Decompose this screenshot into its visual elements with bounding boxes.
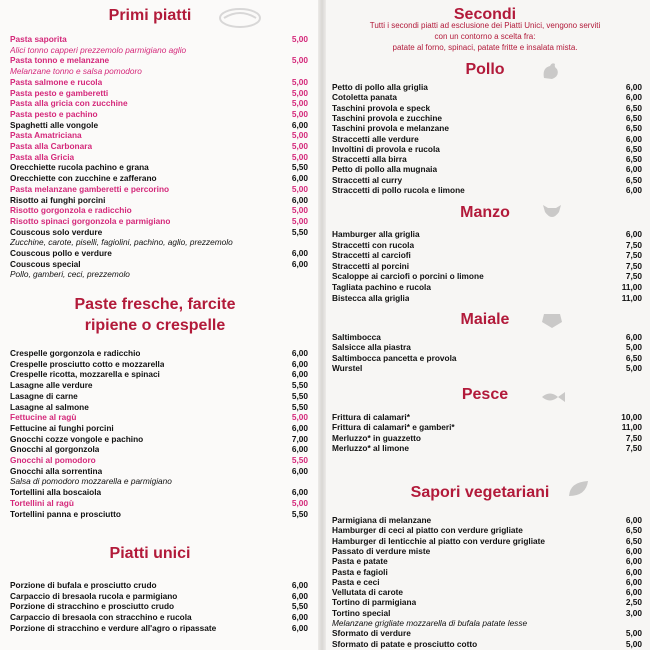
menu-item-name: Straccetti al carciofi [332,250,411,261]
menu-item-price: 5,00 [625,638,642,649]
pollo-title: Pollo [465,61,505,78]
menu-item-price: 7,50 [625,239,642,250]
menu-item-name: Gnocchi al gorgonzola [10,444,100,455]
menu-item [332,546,642,556]
menu-item-price: 5,00 [291,205,308,216]
vegetariani-title: Sapori vegetariani [410,484,550,501]
menu-item-name: Carpaccio di bresaola rucola e parmigiano [10,590,178,601]
menu-item-description [10,269,308,279]
menu-item-price: 6,50 [625,525,642,536]
menu-item [332,608,642,618]
menu-item-name: Alici tonno capperi prezzemolo parmigiano aglio [10,44,187,55]
menu-item [10,444,308,454]
menu-item-name: Involtini di provola e rucola [332,143,440,154]
menu-item [332,113,642,123]
menu-item-price: 2,50 [625,597,642,608]
menu-item [10,380,308,390]
menu-item-price: 6,00 [291,348,308,358]
menu-item [10,109,308,119]
menu-item-price: 6,00 [625,566,642,577]
menu-item-name: Orecchiette rucola pachino e grana [10,162,149,173]
menu-item-price: 5,00 [291,130,308,141]
menu-item-name: Crespelle ricotta, mozzarella e spinaci [10,369,160,380]
page-fold [318,0,326,650]
menu-item-description [10,45,308,55]
menu-item-price: 5,50 [291,162,308,173]
menu-item-name: Risotto gorgonzola e radicchio [10,205,132,216]
menu-item-name: Porzione di stracchino e prosciutto crudo [10,601,175,612]
menu-item [10,466,308,476]
menu-item [332,282,642,292]
menu-item-name: Fettucine ai funghi porcini [10,422,114,433]
menu-item-price: 5,00 [291,34,308,44]
menu-item [10,412,308,422]
menu-item-name: Tortellini alla boscaiola [10,487,102,498]
menu-item [332,261,642,271]
menu-item-price: 5,00 [291,183,308,194]
secondi-note-line: Tutti i secondi piatti ad esclusione dei Piatti Unici, vengono serviti [369,21,601,30]
menu-item [332,525,642,535]
menu-item-name: Fettucine al ragù [10,412,77,423]
menu-item [10,130,308,140]
menu-item-name: Parmigiana di melanzane [332,515,432,525]
menu-item [332,103,642,113]
menu-item [10,55,308,65]
menu-item-price: 7,50 [625,250,642,261]
menu-item-name: Merluzzo* in guazzetto [332,432,421,443]
menu-item [332,154,642,164]
menu-item-name: Straccetti al curry [332,174,403,185]
menu-item-price: 6,00 [291,422,308,433]
menu-item-name: Gnocchi alla sorrentina [10,465,103,476]
menu-item [332,422,642,432]
menu-item-price: 6,50 [625,102,642,113]
menu-item-name: Salsicce alla piastra [332,342,411,353]
menu-item [10,509,308,519]
menu-item-price: 6,00 [291,622,308,633]
menu-item-name: Straccetti di pollo rucola e limone [332,185,465,195]
menu-item-name: Petto di pollo alla mugnaia [332,164,438,175]
paste-title: Paste fresche, farcite ripiene o crespelle [74,296,236,334]
menu-item [332,433,642,443]
menu-item-price: 6,00 [291,369,308,380]
menu-item-price: 6,00 [625,82,642,92]
menu-item-price: 6,00 [625,556,642,567]
menu-item-price: 6,00 [291,487,308,498]
menu-item [332,639,642,649]
menu-item-price: 5,50 [291,390,308,401]
menu-item-name: Sformato di patate e prosciutto cotto [332,638,478,649]
menu-item-price: 5,00 [291,141,308,151]
menu-item-price: 6,00 [625,92,642,103]
menu-item-price: 6,00 [291,258,308,269]
menu-item-name: Tortellini al ragù [10,497,74,508]
menu-item-name: Taschini provola e melanzane [332,123,449,134]
menu-item-name: Pasta e fagioli [332,566,388,577]
menu-item-name: Couscous solo verdure [10,226,103,237]
menu-item-name: Pasta melanzane gamberetti e percorino [10,183,170,194]
menu-item [10,359,308,369]
menu-item-price: 5,00 [291,412,308,423]
menu-item-name: Couscous pollo e verdure [10,248,112,258]
menu-item-name: Hamburger di lenticchie al piatto con verdure grigliate [332,535,546,546]
menu-item-name: Pasta salmone e rucola [10,76,103,87]
menu-item-price: 5,00 [291,87,308,98]
menu-item [332,134,642,144]
menu-item-name: Lasagne alle verdure [10,380,93,391]
menu-item-price: 5,00 [291,215,308,226]
menu-item-name: Taschini provola e zucchine [332,112,443,123]
menu-item-price: 7,50 [625,260,642,271]
menu-item-name: Tagliata pachino e rucola [332,282,431,292]
menu-item [10,259,308,269]
menu-item-price: 5,00 [291,76,308,87]
menu-item-name: Zucchine, carote, piselli, fagiolini, pachino, aglio, prezzemolo [10,237,233,248]
menu-item-price: 6,50 [625,143,642,154]
menu-item-price: 5,50 [291,601,308,612]
menu-item-name: Pasta pesto e pachino [10,108,98,119]
menu-item [10,612,308,622]
menu-item-name: Couscous special [10,258,81,269]
menu-item-price: 6,50 [625,352,642,363]
primi-title: Primi piatti [108,7,192,24]
menu-item-name: Pasta alla gricia con zucchine [10,98,128,109]
menu-item-name: Tortino special [332,607,391,618]
menu-item-name: Risotto ai funghi porcini [10,194,106,205]
menu-item-price: 6,00 [625,515,642,525]
menu-item-name: Wurstel [332,362,363,373]
menu-item-name: Vellutata di carote [332,587,404,598]
menu-item-price: 11,00 [621,282,642,292]
menu-item-price: 5,50 [291,508,308,519]
secondi-title: Secondi [453,6,517,23]
menu-item-price: 6,00 [625,164,642,175]
menu-item [10,623,308,633]
menu-item-price: 5,00 [625,342,642,353]
menu-item-price: 3,00 [625,607,642,618]
secondi-note-line: con un contorno a scelta fra: [434,32,536,41]
menu-item [332,293,642,303]
menu-item-price: 6,00 [291,119,308,130]
menu-item-price: 5,00 [291,108,308,119]
menu-item [10,205,308,215]
chicken-icon [540,60,562,82]
menu-item [332,412,642,422]
menu-item [10,120,308,130]
menu-item-price: 6,00 [291,580,308,590]
menu-item-price: 6,00 [291,248,308,258]
cow-icon [540,200,564,222]
menu-item [332,536,642,546]
pesce-title: Pesce [461,386,509,403]
menu-item-name: Lasagne di carne [10,390,78,401]
menu-item-name: Pasta alla Carbonara [10,141,93,151]
menu-item [332,185,642,195]
menu-item-price: 5,50 [291,455,308,465]
menu-item-name: Pasta tonno e melanzane [10,55,110,66]
menu-item-name: Orecchiette con zucchine e zafferano [10,173,157,184]
menu-item [10,434,308,444]
menu-item [332,342,642,352]
menu-item-description [332,618,642,628]
menu-item [10,173,308,183]
menu-item-name: Pasta e ceci [332,576,380,587]
menu-item-name: Cotoletta panata [332,92,397,103]
menu-item-name: Passato di verdure miste [332,545,431,556]
menu-item-price: 11,00 [621,292,642,303]
menu-item-description [10,237,308,247]
menu-item [332,556,642,566]
menu-item-name: Pasta alla Gricia [10,151,75,162]
menu-item-price: 5,50 [291,226,308,237]
menu-item-price: 6,50 [625,112,642,123]
menu-item [10,455,308,465]
menu-item-price: 10,00 [621,412,642,422]
menu-item [10,184,308,194]
menu-item-price: 6,00 [291,444,308,455]
menu-item-name: Pasta saporita [10,34,67,44]
menu-item [332,271,642,281]
menu-item-name: Sformato di verdure [332,628,411,639]
menu-item-price: 6,00 [291,358,308,369]
menu-item-price: 5,00 [291,98,308,109]
menu-item-price: 5,50 [291,401,308,412]
menu-item [10,580,308,590]
menu-item [10,98,308,108]
menu-item [10,141,308,151]
manzo-title: Manzo [460,204,510,221]
menu-item-price: 6,00 [625,133,642,144]
menu-item-name: Taschini provola e speck [332,102,431,113]
menu-item-name: Hamburger alla griglia [332,229,420,239]
menu-item-price: 6,00 [625,185,642,195]
menu-item-name: Saltimbocca [332,332,381,342]
menu-item-name: Gnocchi al pomodoro [10,455,96,465]
menu-item [10,195,308,205]
pig-icon [540,310,564,330]
menu-item-name: Lasagne al salmone [10,401,89,412]
menu-item [10,348,308,358]
menu-item-price: 6,00 [625,576,642,587]
menu-item-name: Pasta Amatriciana [10,130,82,141]
menu-item-name: Crespelle gorgonzola e radicchio [10,348,141,358]
menu-item-price: 6,00 [625,587,642,598]
menu-item [332,82,642,92]
menu-item-name: Porzione di stracchino e verdure all'agro o ripassate [10,622,217,633]
menu-item-name: Gnocchi cozze vongole e pachino [10,433,144,444]
menu-item [332,567,642,577]
menu-item-price: 6,50 [625,123,642,134]
menu-item-name: Tortellini panna e prosciutto [10,508,121,519]
menu-item [10,423,308,433]
menu-item [332,628,642,638]
menu-item-price: 7,50 [625,442,642,453]
menu-item-name: Saltimbocca pancetta e provola [332,352,457,363]
menu-item-price: 6,00 [291,612,308,623]
menu-item-name: Salsa di pomodoro mozzarella e parmigiano [10,476,172,487]
menu-item-price: 5,00 [291,55,308,66]
menu-item [10,487,308,497]
menu-item [332,164,642,174]
menu-item-price: 5,00 [291,497,308,508]
menu-item-name: Pollo, gamberi, ceci, prezzemolo [10,269,130,280]
menu-item [332,175,642,185]
menu-item-name: Petto di pollo alla griglia [332,82,428,92]
menu-item-price: 6,00 [291,590,308,601]
menu-item [332,92,642,102]
menu-item-name: Bistecca alla griglia [332,292,410,303]
menu-item-description [10,476,308,486]
menu-item-name: Scaloppe ai carciofi o porcini o limone [332,271,484,282]
menu-item-price: 5,00 [625,628,642,639]
menu-item-name: Pasta pesto e gamberetti [10,87,109,98]
menu-item-price: 7,00 [291,433,308,444]
menu-item [332,597,642,607]
menu-item [332,443,642,453]
unici-title: Piatti unici [109,545,191,562]
menu-item [332,144,642,154]
menu-item-description [10,66,308,76]
menu-item [10,216,308,226]
menu-item-name: Frittura di calamari* [332,412,410,422]
menu-item [332,515,642,525]
menu-item-price: 6,00 [625,332,642,342]
secondi-note-line: patate al forno, spinaci, patate fritte e insalata mista. [392,43,578,52]
menu-item [10,601,308,611]
menu-item-price: 5,00 [291,151,308,162]
menu-item [332,353,642,363]
menu-item-name: Hamburger di ceci al piatto con verdure grigliate [332,525,523,536]
menu-item-name: Crespelle prosciutto cotto e mozzarella [10,358,165,369]
menu-item-price: 6,00 [291,173,308,184]
menu-item [332,229,642,239]
menu-item-name: Straccetti alla birra [332,154,407,165]
menu-item [10,34,308,44]
menu-item [10,498,308,508]
menu-item [10,227,308,237]
menu-item [10,369,308,379]
menu-item-price: 6,00 [625,545,642,556]
menu-item-name: Carpaccio di bresaola con stracchino e rucola [10,612,192,623]
menu-item [332,240,642,250]
menu-item-price: 5,00 [625,362,642,373]
menu-item-name: Pasta e patate [332,556,388,567]
menu-item-name: Melanzane tonno e salsa pomodoro [10,66,142,77]
menu-item-name: Tortino di parmigiana [332,597,417,608]
menu-item-name: Straccetti al porcini [332,260,410,271]
menu-item-price: 6,50 [625,174,642,185]
menu-item-name: Melanzane grigliate mozzarella di bufala patate lesse [332,618,528,628]
maiale-title: Maiale [460,311,510,328]
menu-item-price: 7,50 [625,271,642,282]
menu-item [10,77,308,87]
menu-item [10,591,308,601]
menu-item [10,162,308,172]
menu-item [10,152,308,162]
menu-item-price: 6,00 [291,194,308,205]
menu-item [10,391,308,401]
menu-item-name: Straccetti con rucola [332,239,415,250]
menu-item-name: Risotto spinaci gorgonzola e parmigiano [10,215,171,226]
secondi-note [330,20,640,53]
menu-item [10,248,308,258]
menu-item [10,402,308,412]
menu-item-price: 11,00 [621,422,642,433]
fish-icon [540,390,566,404]
menu-item-price: 7,50 [625,432,642,443]
menu-item-name: Frittura di calamari* e gamberi* [332,422,455,433]
menu-item [332,363,642,373]
menu-item [332,577,642,587]
menu-item-name: Merluzzo* al limone [332,442,409,453]
menu-item [332,332,642,342]
menu-item-name: Straccetti alle verdure [332,133,419,144]
menu-item-price: 6,00 [625,229,642,239]
menu-item-price: 6,50 [625,535,642,546]
menu-item [332,123,642,133]
menu-item-price: 6,00 [291,465,308,476]
menu-item-price: 6,50 [625,154,642,165]
menu-item-name: Spaghetti alle vongole [10,119,99,130]
menu-item-price: 5,50 [291,380,308,391]
menu-item [332,250,642,260]
menu-item [10,88,308,98]
menu-item [332,587,642,597]
menu-item-name: Porzione di bufala e prosciutto crudo [10,580,157,590]
